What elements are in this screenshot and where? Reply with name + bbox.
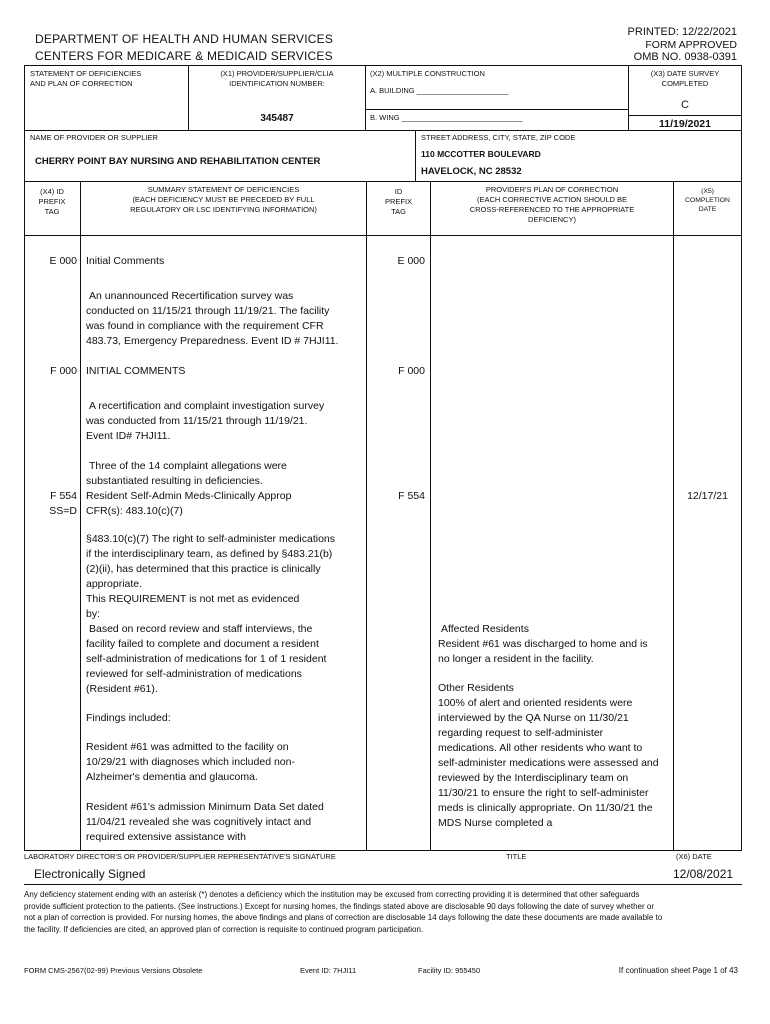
f000-paragraph-2: Three of the 14 complaint allegations were substantiated resulting in deficiencies. [86, 460, 287, 487]
f554-requirement-line-1: This REQUIREMENT is not met as evidenced [86, 593, 300, 605]
f000-paragraph-1: A recertification and complaint investigation survey was conducted from 11/15/21 through 11/19/21. Event ID# 7HJI11. [86, 400, 325, 442]
summary-header: SUMMARY STATEMENT OF DEFICIENCIES (EACH DEFICIENCY MUST BE PRECEDED BY FULL REGULATORY OR LSC IDENTIFYING INFORMATION) [130, 185, 317, 214]
table-right-border [741, 65, 742, 851]
prefix-tag-f000: F 000 [50, 365, 77, 377]
f554-title-line-2: CFR(s): 483.10(c)(7) [86, 505, 183, 517]
table-bottom-border [24, 850, 742, 851]
e000-title: Initial Comments [86, 255, 165, 267]
wing-label: B. WING _____________________________ [370, 113, 523, 122]
omb-number: OMB NO. 0938-0391 [633, 51, 737, 63]
provider-id-number: 345487 [260, 113, 294, 124]
signature-date: 12/08/2021 [673, 867, 734, 881]
f554-resident-admission-text: Resident #61 was admitted to the facility on 10/29/21 with diagnoses which included non-Alzheimer's dementia and glaucoma. [86, 741, 295, 783]
survey-date: 11/19/2021 [659, 118, 711, 130]
id-tag-f554: F 554 [398, 490, 425, 502]
plan-affected-text: Resident #61 was discharged to home and is no longer a resident in the facility. [438, 638, 648, 665]
statement-label: STATEMENT OF DEFICIENCIES AND PLAN OF CORRECTION [30, 69, 142, 88]
f000-title: INITIAL COMMENTS [86, 365, 186, 377]
f554-mds-text: Resident #61's admission Minimum Data Set dated 11/04/21 revealed she was cognitively intact and required extensive assistance with [86, 801, 324, 843]
plan-other-title: Other Residents [438, 682, 514, 694]
title-label: TITLE [506, 852, 527, 861]
prefix-tag-f554: F 554 [50, 490, 77, 502]
facility-id: Facility ID: 955450 [418, 966, 481, 975]
disclaimer-text: Any deficiency statement ending with an asterisk (*) denotes a deficiency which the institution may be excused from correcting providing it is determined that other safeguards provide sufficient protection to the patients. (See instructions.) Except for nursing homes, the findings stated above are disclosable 90 days following the date of survey whether or not a plan of correction is provided. For nursing homes, the above findings and plans of correction are disclosable 14 days following the date these documents are made available to the facility. If deficiencies are cited, an approved plan of correction is requisite to continued program participation. [24, 890, 663, 934]
id-tag-e000: E 000 [397, 255, 425, 267]
address-label: STREET ADDRESS, CITY, STATE, ZIP CODE [421, 133, 576, 142]
page-continuation: If continuation sheet Page 1 of 43 [618, 966, 738, 975]
e000-paragraph: An unannounced Recertification survey was conducted on 11/15/21 through 11/19/21. The facility was found in compliance with the requirement CFR 483.73, Emergency Preparedness. Event ID # 7HJI11. [86, 290, 339, 347]
form-approved: FORM APPROVED [645, 39, 737, 51]
prefix-tag-e000: E 000 [49, 255, 77, 267]
id-header: ID PREFIX TAG [384, 187, 413, 216]
scope-severity-tag: SS=D [49, 505, 77, 517]
plan-other-text: 100% of alert and oriented residents were interviewed by the QA Nurse on 11/30/21 regarding request to self-administer medications. All other residents who want to self-administer medications were assessed and reviewed by the Interdisciplinary team on 11/30/21 to ensure the right to self-administer meds is clinically appropriate. On 11/30/21 the MDS Nurse completed a [438, 697, 659, 829]
id-tag-f000: F 000 [398, 365, 425, 377]
f554-deficiency-text: Based on record review and staff interviews, the facility failed to complete and document a resident self-administration of medications for 1 of 1 resident reviewed for self-administration of medications (Resident #61). [86, 623, 327, 695]
x4-header: (X4) ID PREFIX TAG [38, 187, 66, 216]
x2-label: (X2) MULTIPLE CONSTRUCTION [370, 69, 485, 78]
f554-regulation-text: §483.10(c)(7) The right to self-administer medications if the interdisciplinary team, as defined by §483.21(b)(2)(ii), has determined that this practice is clinically appropriate. [86, 533, 336, 590]
signature-label: LABORATORY DIRECTOR'S OR PROVIDER/SUPPLIER REPRESENTATIVE'S SIGNATURE [24, 852, 336, 861]
provider-name: CHERRY POINT BAY NURSING AND REHABILITATION CENTER [35, 156, 321, 167]
survey-code: C [681, 99, 689, 111]
x3-label: (X3) DATE SURVEY COMPLETED [650, 69, 720, 88]
f554-title-line-1: Resident Self-Admin Meds-Clinically Approp [86, 490, 292, 502]
table-top-border [24, 65, 742, 66]
form-number: FORM CMS-2567(02-99) Previous Versions Obsolete [24, 966, 203, 975]
table-left-border [24, 65, 25, 851]
event-id: Event ID: 7HJI11 [300, 966, 357, 975]
building-label: A. BUILDING ______________________ [370, 86, 509, 95]
x1-label: (X1) PROVIDER/SUPPLIER/CLIA IDENTIFICATION NUMBER: [220, 69, 334, 88]
department-line-2: CENTERS FOR MEDICARE & MEDICAID SERVICES [35, 49, 333, 63]
completion-date: 12/17/21 [687, 490, 728, 502]
x5-header: (X5) COMPLETION DATE [685, 188, 730, 213]
plan-header: PROVIDER'S PLAN OF CORRECTION (EACH CORRECTIVE ACTION SHOULD BE CROSS-REFERENCED TO THE APPROPRIATE DEFICIENCY) [469, 185, 635, 224]
printed-date: PRINTED: 12/22/2021 [627, 26, 737, 38]
street-address: 110 MCCOTTER BOULEVARD [421, 149, 541, 159]
department-line-1: DEPARTMENT OF HEALTH AND HUMAN SERVICES [35, 32, 334, 46]
city-state-zip: HAVELOCK, NC 28532 [421, 166, 522, 177]
findings-label: Findings included: [86, 712, 171, 724]
provider-name-label: NAME OF PROVIDER OR SUPPLIER [30, 133, 158, 142]
plan-affected-title: Affected Residents [441, 623, 529, 635]
signature-bottom-border [24, 884, 742, 885]
f554-requirement-line-2: by: [86, 608, 101, 620]
date-label: (X6) DATE [676, 852, 712, 861]
signature-value: Electronically Signed [34, 867, 146, 881]
